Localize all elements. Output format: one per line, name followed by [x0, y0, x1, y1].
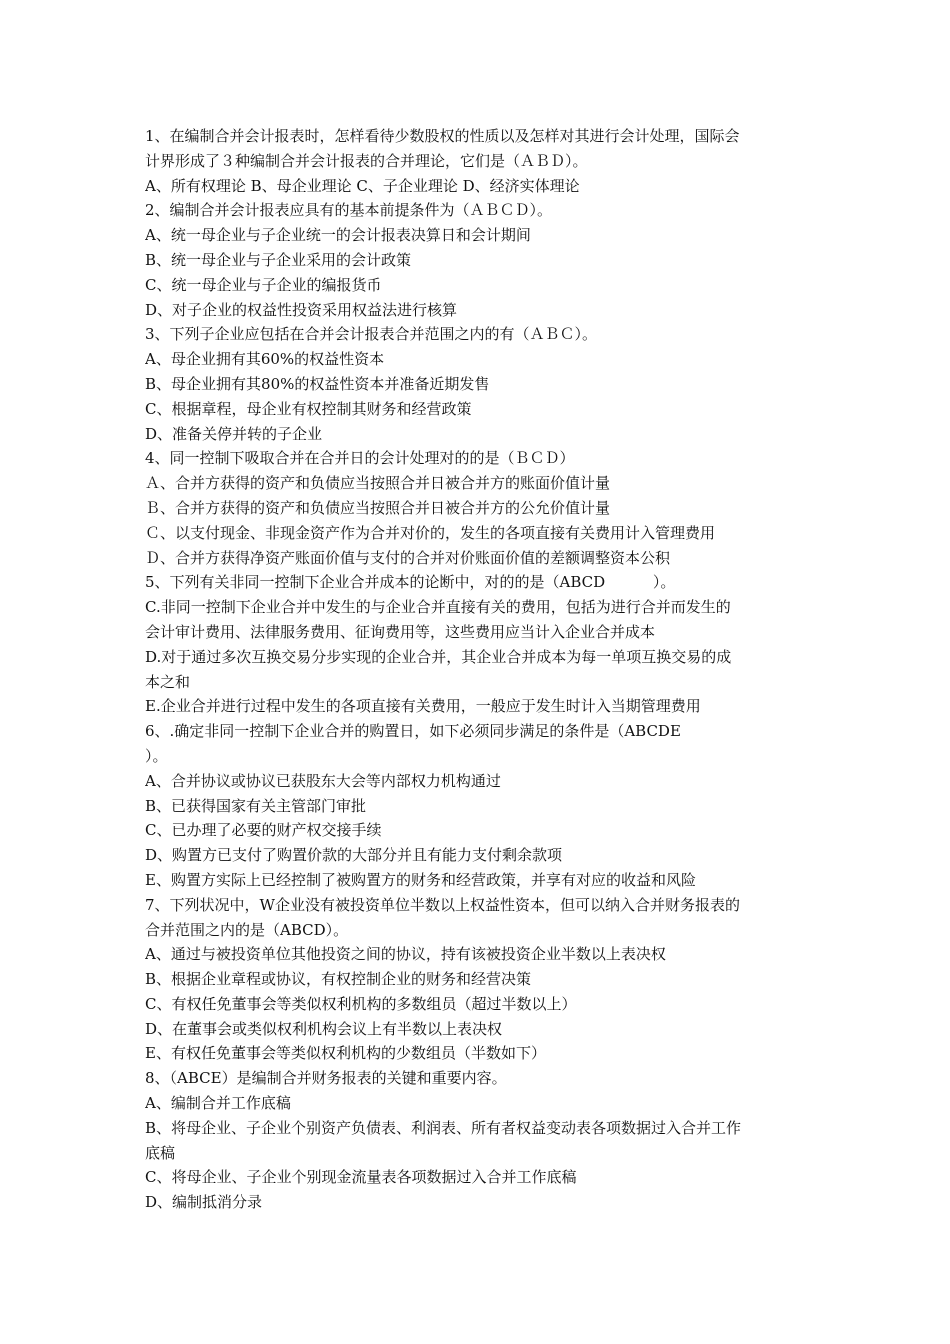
question-6-option-a: A、合并协议或协议已获股东大会等内部权力机构通过 — [145, 771, 501, 790]
question-7-line-1: 7、下列状况中，W企业没有被投资单位半数以上权益性资本，但可以纳入合并财务报表的 — [145, 895, 740, 914]
question-8-option-b-line-2: 底稿 — [145, 1143, 176, 1162]
question-1-options: A、所有权理论 B、母企业理论 C、子企业理论 D、经济实体理论 — [145, 176, 580, 195]
question-2-option-c: C、统一母企业与子企业的编报货币 — [145, 275, 382, 294]
question-8-option-b-line-1: B、将母企业、子企业个别资产负债表、利润表、所有者权益变动表各项数据过入合并工作 — [145, 1118, 742, 1137]
question-4-option-a: Ａ、合并方获得的资产和负债应当按照合并日被合并方的账面价值计量 — [145, 474, 611, 493]
question-5-option-d-line-2: 本之和 — [145, 672, 191, 691]
question-6-line-1: 6、.确定非同一控制下企业合并的购置日，如下必须同步满足的条件是（ABCDE — [145, 722, 681, 741]
question-4-option-c: Ｃ、以支付现金、非现金资产作为合并对价的，发生的各项直接有关费用计入管理费用 — [145, 523, 716, 542]
question-5-option-e: E.企业合并进行过程中发生的各项直接有关费用，一般应于发生时计入当期管理费用 — [145, 697, 701, 716]
question-2: 2、编制合并会计报表应具有的基本前提条件为（ＡＢＣＤ）。 — [145, 201, 553, 220]
question-7-option-a: A、通过与被投资单位其他投资之间的协议，持有该被投资企业半数以上表决权 — [145, 945, 666, 964]
question-7-line-2: 合并范围之内的是（ABCD）。 — [145, 920, 349, 939]
question-6-option-d: D、购置方已支付了购置价款的大部分并且有能力支付剩余款项 — [145, 846, 563, 865]
question-3-option-c: C、根据章程，母企业有权控制其财务和经营政策 — [145, 399, 472, 418]
question-5: 5、下列有关非同一控制下企业合并成本的论断中，对的的是（ABCD ）。 — [145, 573, 676, 592]
question-8: 8、（ABCE）是编制合并财务报表的关键和重要内容。 — [145, 1069, 507, 1088]
question-7-option-e: E、有权任免董事会等类似权利机构的少数组员（半数如下） — [145, 1044, 546, 1063]
question-2-option-a: A、统一母企业与子企业统一的会计报表决算日和会计期间 — [145, 226, 531, 245]
question-7-option-c: C、有权任免董事会等类似权利机构的多数组员（超过半数以上） — [145, 994, 577, 1013]
question-2-option-d: D、对子企业的权益性投资采用权益法进行核算 — [145, 300, 458, 319]
question-6-option-b: B、已获得国家有关主管部门审批 — [145, 796, 367, 815]
question-3-option-d: D、准备关停并转的子企业 — [145, 424, 323, 443]
question-3: 3、下列子企业应包括在合并会计报表合并范围之内的有（ＡＢＣ）。 — [145, 325, 598, 344]
question-6-option-c: C、已办理了必要的财产权交接手续 — [145, 821, 382, 840]
question-5-option-c-line-2: 会计审计费用、法律服务费用、征询费用等，这些费用应当计入企业合并成本 — [145, 622, 656, 641]
question-5-option-c-line-1: C.非同一控制下企业合并中发生的与企业合并直接有关的费用，包括为进行合并而发生的 — [145, 598, 731, 617]
question-5-option-d-line-1: D.对于通过多次互换交易分步实现的企业合并，其企业合并成本为每一单项互换交易的成 — [145, 647, 732, 666]
document-body — [145, 124, 810, 1215]
question-4-option-b: Ｂ、合并方获得的资产和负债应当按照合并日被合并方的公允价值计量 — [145, 498, 611, 517]
question-3-option-b: B、母企业拥有其80%的权益性资本并准备近期发售 — [145, 374, 490, 393]
question-7-option-b: B、根据企业章程或协议，有权控制企业的财务和经营决策 — [145, 970, 532, 989]
question-8-option-c: C、将母企业、子企业个别现金流量表各项数据过入合并工作底稿 — [145, 1168, 577, 1187]
question-3-option-a: A、母企业拥有其60%的权益性资本 — [145, 350, 385, 369]
question-4: 4、同一控制下吸取合并在合并日的会计处理对的的是（ＢＣＤ） — [145, 449, 575, 468]
question-7-option-d: D、在董事会或类似权利机构会议上有半数以上表决权 — [145, 1019, 503, 1038]
question-6-option-e: E、购置方实际上已经控制了被购置方的财务和经营政策，并享有对应的收益和风险 — [145, 870, 696, 889]
question-8-option-a: A、编制合并工作底稿 — [145, 1094, 291, 1113]
question-1-line-2: 计界形成了３种编制合并会计报表的合并理论，它们是（ＡＢＤ）。 — [145, 151, 588, 170]
question-2-option-b: B、统一母企业与子企业采用的会计政策 — [145, 250, 412, 269]
question-6-line-2: ）。 — [145, 746, 168, 765]
question-8-option-d: D、编制抵消分录 — [145, 1193, 263, 1212]
question-1-line-1: 1、在编制合并会计报表时，怎样看待少数股权的性质以及怎样对其进行会计处理，国际会 — [145, 127, 740, 145]
question-4-option-d: Ｄ、合并方获得净资产账面价值与支付的合并对价账面价值的差额调整资本公积 — [145, 548, 671, 567]
